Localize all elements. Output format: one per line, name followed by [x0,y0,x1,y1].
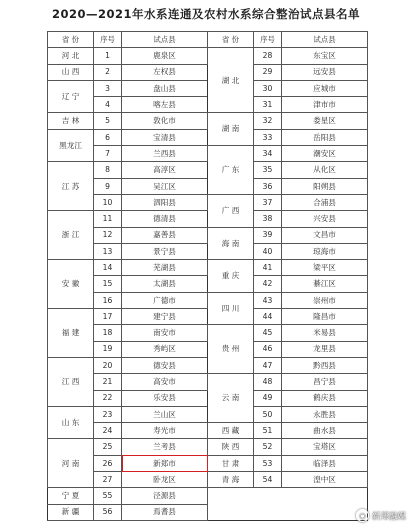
watermark [356,509,406,522]
header-county: 试点县 [122,32,208,48]
province-cell: 西 藏 [208,423,254,439]
serial-number: 54 [254,472,282,488]
serial-number: 45 [254,325,282,341]
county-name: 应城市 [282,80,368,96]
province-cell: 浙 江 [48,211,94,260]
county-name: 津市市 [282,97,368,113]
province-cell: 河 北 [48,48,94,64]
header-number: 序号 [94,32,122,48]
table-row [48,423,368,439]
serial-number: 42 [254,276,282,292]
serial-number: 15 [94,276,122,292]
county-name: 綦江区 [282,276,368,292]
county-name: 兴安县 [282,211,368,227]
province-cell: 广 西 [208,194,254,227]
serial-number: 27 [94,472,122,488]
table-header-row [48,32,368,48]
table-row [48,113,368,129]
county-name: 德安县 [122,357,208,373]
serial-number: 36 [254,178,282,194]
serial-number: 52 [254,439,282,455]
county-name: 阳朔县 [282,178,368,194]
county-name: 远安县 [282,64,368,80]
county-name: 泾源县 [122,488,208,504]
serial-number: 20 [94,357,122,373]
county-name: 乐安县 [122,390,208,406]
table-row [48,374,368,390]
serial-number: 31 [254,97,282,113]
serial-number: 34 [254,146,282,162]
province-cell: 青 海 [208,472,254,488]
county-name: 建宁县 [122,309,208,325]
county-name: 芜湖县 [122,260,208,276]
serial-number: 40 [254,243,282,259]
header-province: 省 份 [48,32,94,48]
serial-number: 26 [94,455,122,471]
province-cell: 广 东 [208,146,254,195]
province-cell: 吉 林 [48,113,94,129]
serial-number: 39 [254,227,282,243]
serial-number: 47 [254,357,282,373]
serial-number: 18 [94,325,122,341]
table-row [48,292,368,308]
serial-number: 19 [94,341,122,357]
circle-logo-icon: ◉ [356,509,369,522]
serial-number: 5 [94,113,122,129]
county-name: 卧龙区 [122,472,208,488]
serial-number: 41 [254,260,282,276]
table-row [48,325,368,341]
serial-number: 22 [94,390,122,406]
province-cell: 山 西 [48,64,94,80]
table-row [48,455,368,471]
table-row [48,472,368,488]
county-name: 秀屿区 [122,341,208,357]
table-row [48,227,368,243]
serial-number: 56 [94,504,122,520]
serial-number: 51 [254,423,282,439]
province-cell: 重 庆 [208,260,254,293]
county-name: 永胜县 [282,406,368,422]
serial-number: 16 [94,292,122,308]
serial-number: 30 [254,80,282,96]
header-province: 省 份 [208,32,254,48]
serial-number: 35 [254,162,282,178]
province-cell: 湖 南 [208,113,254,146]
county-name: 德清县 [122,211,208,227]
serial-number: 53 [254,455,282,471]
county-name: 景宁县 [122,243,208,259]
province-cell: 云 南 [208,374,254,423]
serial-number: 28 [254,48,282,64]
page-title: 2020—2021年水系连通及农村水系综合整治试点县名单 [51,7,360,21]
county-name: 太湖县 [122,276,208,292]
county-name: 焉耆县 [122,504,208,520]
serial-number: 50 [254,406,282,422]
county-name: 寿光市 [122,423,208,439]
county-name: 曲水县 [282,423,368,439]
pilot-county-table [47,31,368,521]
serial-number: 13 [94,243,122,259]
province-cell: 河 南 [48,439,94,488]
county-name: 黔西县 [282,357,368,373]
serial-number: 33 [254,129,282,145]
table-row [48,48,368,64]
serial-number: 12 [94,227,122,243]
county-name: 盘山县 [122,80,208,96]
province-cell: 新 疆 [48,504,94,520]
serial-number: 11 [94,211,122,227]
table-row [48,194,368,210]
county-name: 鹿泉区 [122,48,208,64]
serial-number: 55 [94,488,122,504]
province-cell: 山 东 [48,406,94,439]
table-row [48,146,368,162]
serial-number: 21 [94,374,122,390]
county-name: 琼海市 [282,243,368,259]
county-name: 合浦县 [282,194,368,210]
serial-number: 8 [94,162,122,178]
serial-number: 3 [94,80,122,96]
serial-number: 23 [94,406,122,422]
header-number: 序号 [254,32,282,48]
serial-number: 7 [94,146,122,162]
table-row [48,488,368,504]
county-name: 左权县 [122,64,208,80]
serial-number: 6 [94,129,122,145]
county-name: 南安市 [122,325,208,341]
county-name: 从化区 [282,162,368,178]
watermark-text: 新郑融媒 [371,511,406,522]
serial-number: 24 [94,423,122,439]
county-name: 嘉善县 [122,227,208,243]
county-name: 广德市 [122,292,208,308]
county-name: 崇州市 [282,292,368,308]
county-name: 宝塔区 [282,439,368,455]
county-name: 敦化市 [122,113,208,129]
county-name: 喀左县 [122,97,208,113]
province-cell: 安 徽 [48,260,94,309]
serial-number: 9 [94,178,122,194]
province-cell: 海 南 [208,227,254,260]
county-name: 米易县 [282,325,368,341]
serial-number: 1 [94,48,122,64]
province-cell: 甘 肃 [208,455,254,471]
province-cell: 宁 夏 [48,488,94,504]
county-name: 临泽县 [282,455,368,471]
table-row [48,260,368,276]
county-name: 潮安区 [282,146,368,162]
county-name: 高淳区 [122,162,208,178]
table-row [48,439,368,455]
province-cell: 湖 北 [208,48,254,113]
province-cell: 四 川 [208,292,254,325]
serial-number: 29 [254,64,282,80]
county-name: 吴江区 [122,178,208,194]
serial-number: 38 [254,211,282,227]
header-county: 试点县 [282,32,368,48]
county-name: 湟中区 [282,472,368,488]
serial-number: 32 [254,113,282,129]
county-name: 龙里县 [282,341,368,357]
serial-number: 44 [254,309,282,325]
county-name: 文昌市 [282,227,368,243]
county-name: 梁平区 [282,260,368,276]
county-name: 宝清县 [122,129,208,145]
county-name: 兰西县 [122,146,208,162]
county-name: 东宝区 [282,48,368,64]
serial-number: 2 [94,64,122,80]
county-name: 岳阳县 [282,129,368,145]
serial-number: 17 [94,309,122,325]
serial-number: 49 [254,390,282,406]
county-name: 隆昌市 [282,309,368,325]
serial-number: 14 [94,260,122,276]
county-name: 娄星区 [282,113,368,129]
serial-number: 10 [94,194,122,210]
serial-number: 25 [94,439,122,455]
county-name: 昌宁县 [282,374,368,390]
province-cell: 陕 西 [208,439,254,455]
table-row [48,504,368,520]
province-cell: 江 西 [48,357,94,406]
county-name: 高安市 [122,374,208,390]
province-cell: 辽 宁 [48,80,94,113]
province-cell: 福 建 [48,309,94,358]
serial-number: 46 [254,341,282,357]
province-cell: 贵 州 [208,325,254,374]
county-name: 鹤庆县 [282,390,368,406]
province-cell: 江 苏 [48,162,94,211]
county-name: 兰考县 [122,439,208,455]
serial-number: 48 [254,374,282,390]
county-name: 兰山区 [122,406,208,422]
serial-number: 37 [254,194,282,210]
county-name-highlighted: 新郑市 [122,455,208,471]
province-cell: 黑龙江 [48,129,94,162]
county-name: 泗阳县 [122,194,208,210]
serial-number: 4 [94,97,122,113]
serial-number: 43 [254,292,282,308]
